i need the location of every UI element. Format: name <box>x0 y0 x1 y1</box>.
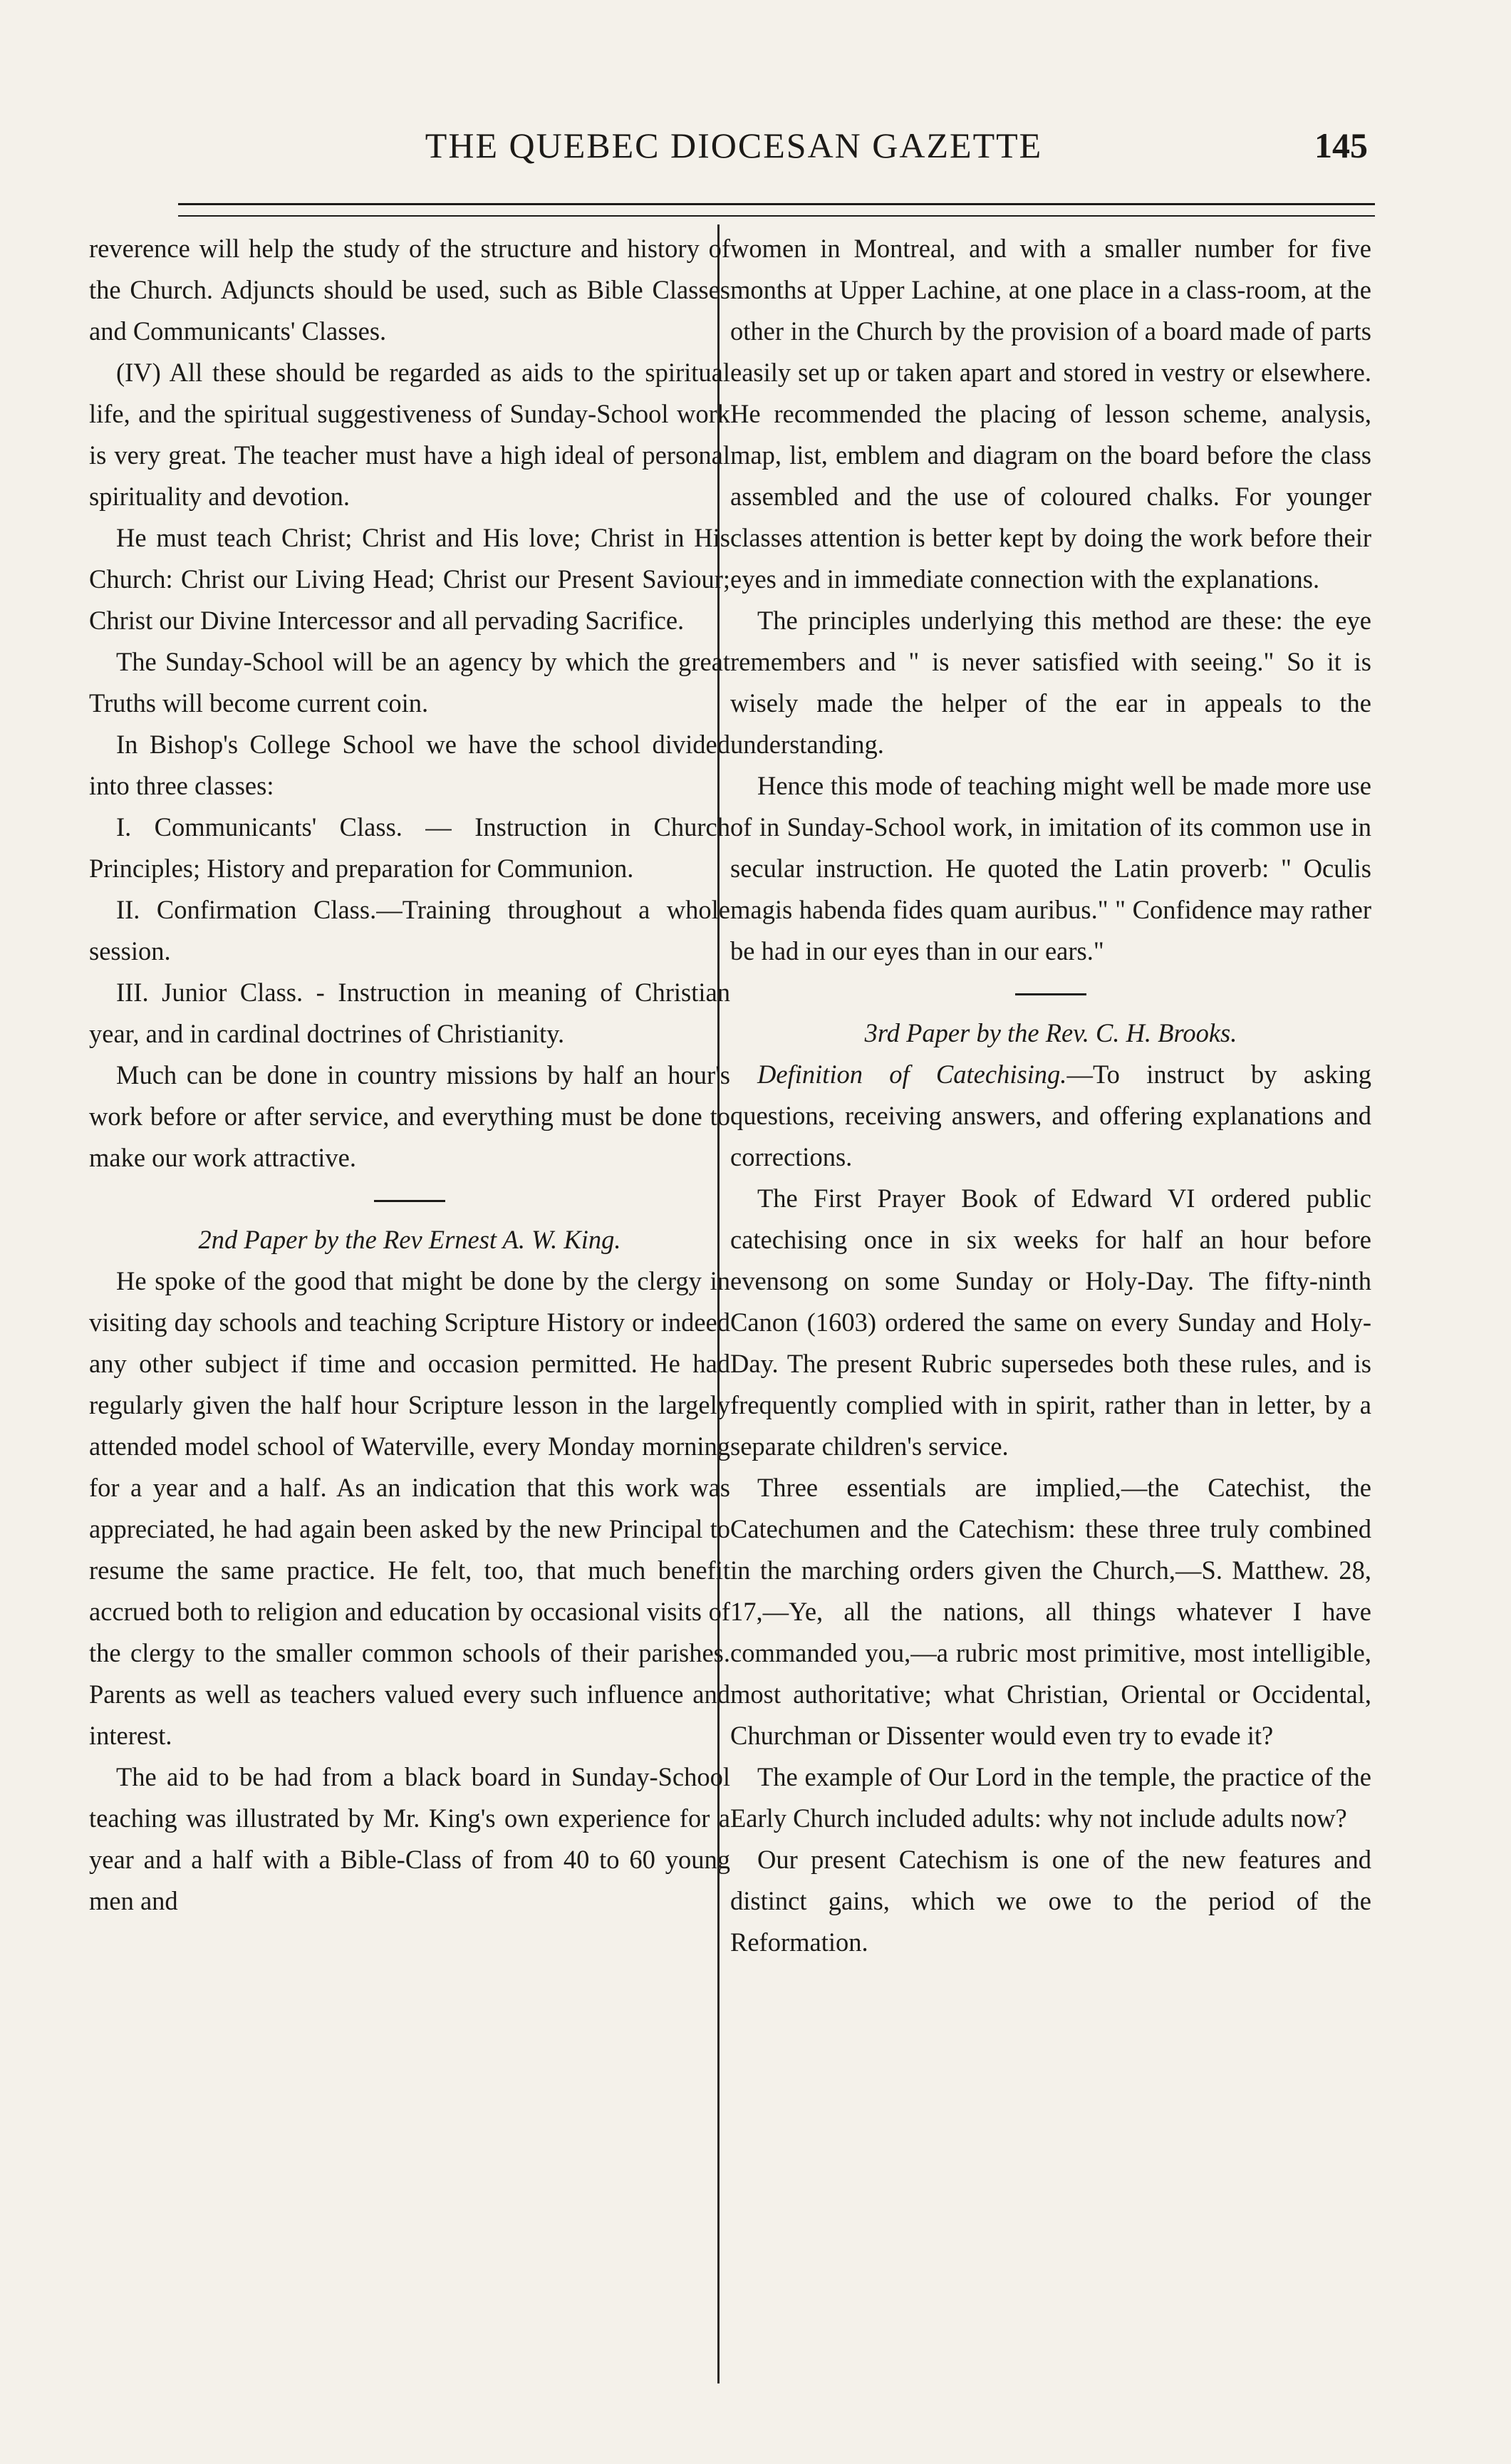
header-double-rule <box>178 203 1375 217</box>
paragraph: Our present Catechism is one of the new features and distinct gains, which we owe to the period of the Reformation. <box>730 1845 1371 1957</box>
paragraph: The example of Our Lord in the temple, the practice of the Early Church included adults: why not include adults now? <box>730 1762 1371 1833</box>
section-heading: 3rd Paper by the Rev. C. H. Brooks. <box>864 1018 1237 1047</box>
paragraph: III. Junior Class. - Instruction in meaning of Christian year, and in cardinal doctrines of Christianity. <box>89 978 730 1048</box>
page-number: 145 <box>1314 125 1368 165</box>
paragraph: The aid to be had from a black board in Sunday-School teaching was illustrated by Mr. King's own experience for a year and a half with a Bible-Class of from 40 to 60 young men and <box>89 1762 730 1915</box>
definition-label: Definition of Catechising. <box>757 1060 1067 1089</box>
definition-text: —To instruct by asking questions, receiving answers, and offering explanations and corrections. <box>730 1060 1371 1171</box>
paragraph: Hence this mode of teaching might well be made more use of in Sunday-School work, in imitation of its common use in secular instruction. He quoted the Latin proverb: " Oculis magis habenda fides quam auribus." " Confidence may rather be had in our eyes than in our ears." <box>730 771 1371 966</box>
publication-title: THE QUEBEC DIOCESAN GAZETTE <box>425 125 1043 165</box>
paragraph: women in Montreal, and with a smaller number for five months at Upper Lachine, at one place in a class-room, at the other in the Church by the provision of a board made of parts easily set up or taken apart and stored in vestry or elsewhere. He recommended the placing of lesson scheme, analysis, map, list, emblem and diagram on the board before the class assembled and the use of coloured chalks. For younger classes attention is better kept by doing the work before their eyes and in immediate connection with the explanations. <box>730 234 1371 594</box>
page-header <box>85 125 1382 182</box>
paragraph: Three essentials are implied,—the Catechist, the Catechumen and the Catechism: these three truly combined in the marching orders given the Church,—S. Matthew. 28, 17,—Ye, all the nations, all things whatever I have commanded you,—a rubric most primitive, most intelligible, most authoritative; what Christian, Oriental or Occidental, Churchman or Dissenter would even try to evade it? <box>730 1473 1371 1750</box>
section-rule <box>374 1200 445 1202</box>
right-column <box>730 228 1371 1963</box>
paragraph: Much can be done in country missions by half an hour's work before or after service, and everything must be done to make our work attractive. <box>89 1060 730 1172</box>
paragraph: (IV) All these should be regarded as aids to the spiritual life, and the spiritual suggestiveness of Sunday-School work is very great. The teacher must have a high ideal of personal spirituality and devotion. <box>89 358 730 511</box>
definition-paragraph <box>730 1054 1371 1178</box>
paragraph: reverence will help the study of the structure and history of the Church. Adjuncts should be used, such as Bible Classes and Communicants' Classes. <box>89 234 730 346</box>
paragraph: The First Prayer Book of Edward VI ordered public catechising once in six weeks for half an hour before evensong on some Sunday or Holy-Day. The fifty-ninth Canon (1603) ordered the same on every Sunday and Holy-Day. The present Rubric supersedes both these rules, and is frequently complied with in spirit, rather than in letter, by a separate children's service. <box>730 1184 1371 1461</box>
left-column <box>89 228 730 1922</box>
paragraph: The Sunday-School will be an agency by which the great Truths will become current coin. <box>89 647 730 718</box>
paragraph: He spoke of the good that might be done by the clergy in visiting day schools and teaching Scripture History or indeed any other subject if time and occasion permitted. He had regularly given the half hour Scripture lesson in the largely attended model school of Waterville, every Monday morning for a year and a half. As an indication that this work was appreciated, he had again been asked by the new Principal to resume the same practice. He felt, too, that much benefit accrued both to religion and education by occasional visits of the clergy to the smaller common schools of their parishes. Parents as well as teachers valued every such influence and interest. <box>89 1266 730 1750</box>
section-heading: 2nd Paper by the Rev Ernest A. W. King. <box>198 1225 621 1254</box>
paragraph: II. Confirmation Class.—Training throughout a whole session. <box>89 895 730 966</box>
section-rule <box>1015 993 1086 995</box>
paragraph: He must teach Christ; Christ and His love; Christ in His Church: Christ our Living Head; Christ our Present Saviour; Christ our Divine Intercessor and all pervading Sacrifice. <box>89 523 730 635</box>
paragraph: The principles underlying this method are these: the eye remembers and " is never satisfied with seeing." So it is wisely made the helper of the ear in appeals to the understanding. <box>730 606 1371 759</box>
paragraph: I. Communicants' Class. — Instruction in Church Principles; History and preparation for Communion. <box>89 812 730 883</box>
paragraph: In Bishop's College School we have the school divided into three classes: <box>89 730 730 800</box>
